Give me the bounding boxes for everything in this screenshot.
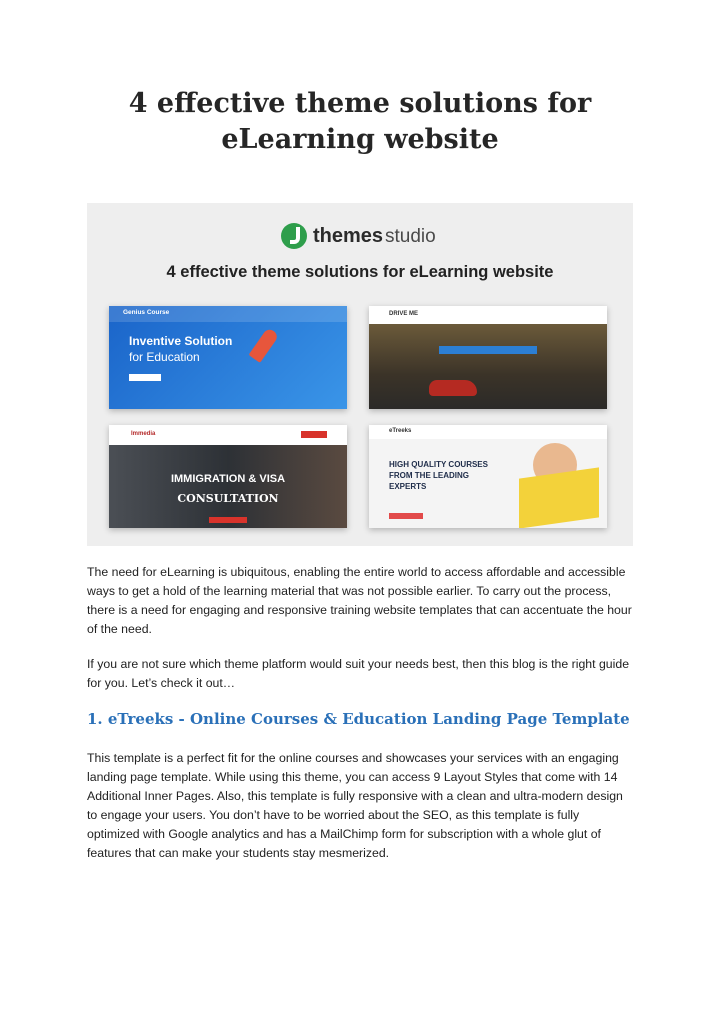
shot-brand: Genius Course [123,309,170,316]
hero-heading: 4 effective theme solutions for eLearning website [166,263,554,281]
shot-button [129,374,161,381]
intro-paragraph: The need for eLearning is ubiquitous, enabling the entire world to access affordable and accessible ways to get a hold of the learning material that was not possible earlier. To carry out the process, there is a need for engaging and responsive training website templates that can accentuate the hour of the need. [87,565,632,636]
screenshot-immigration [109,425,347,528]
shot-nav-button [301,431,327,438]
screenshot-drive-me [369,306,607,409]
book-image [519,467,599,528]
guide-paragraph: If you are not sure which theme platform would suit your needs best, then this blog is the right guide for you. Let’s check it out… [87,657,630,690]
shot-button [389,513,423,519]
shot-headline: IMMIGRATION & VISA [170,473,286,485]
shot-headline: HIGH QUALITY COURSES FROM THE LEADING EXPERTS [389,460,488,491]
shot-headline: Inventive Solution [129,334,233,348]
logo-text-bold: themes [313,225,384,247]
shot-cta-bar [439,346,537,354]
section-heading-etreeks: 1. eTreeks - Online Courses & Education Landing Page Template [87,710,630,728]
logo-mark-icon [281,223,307,249]
shot-brand: DRIVE ME [389,311,419,317]
car-icon [429,380,477,396]
shot-brand: Immedia [131,431,156,437]
screenshot-genius-course [109,306,347,409]
logo-text-light: studio [385,226,436,247]
hero-image [87,203,633,546]
shot-button [209,517,247,523]
shot-subheadline: CONSULTATION [177,492,279,505]
road-image [369,324,607,409]
page-title: 4 effective theme solutions for eLearning website [128,88,592,155]
screenshot-etreeks [369,425,607,528]
shot-brand: eTreeks [389,428,412,434]
themes-studio-logo [281,223,461,253]
shot-subheadline: for Education [129,350,200,364]
etreeks-paragraph: This template is a perfect fit for the online courses and showcases your services with an engaging landing page template. While using this theme, you can access 9 Layout Styles that come with 14 Additional Inner Pages. Also, this template is fully responsive with a clean and ultra-modern design to engage your users. You don’t have to be worried about the SEO, as this template is fully optimized with Google analytics and has a MailChimp form for subscription with a whole glut of features that can make your students stay mesmerized. [87,751,623,860]
